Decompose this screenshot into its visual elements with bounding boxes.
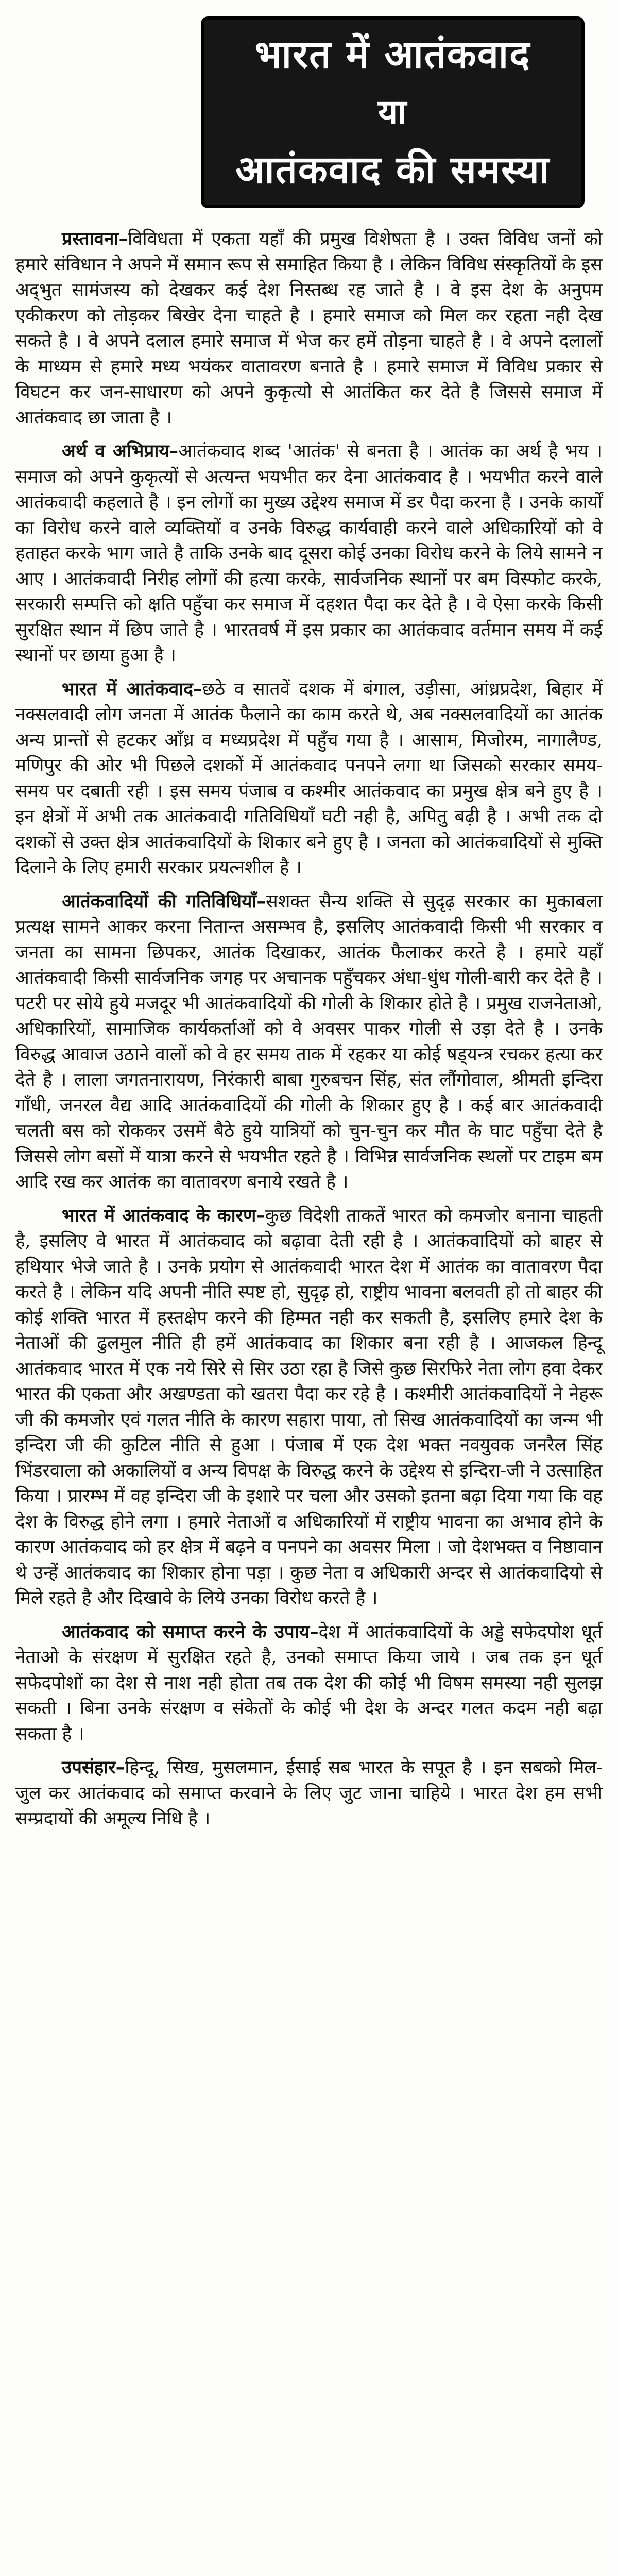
section-heading: प्रस्तावना– bbox=[62, 229, 128, 249]
section-heading: उपसंहार– bbox=[62, 1757, 125, 1778]
section-terrorism-in-india bbox=[15, 677, 603, 881]
title-box bbox=[201, 16, 585, 208]
section-text: विविधता में एकता यहाँ की प्रमुख विशेषता है । उक्त विविध जनों को हमारे संविधान ने अपने में समान रूप से समाहित किया है । लेकिन विविध संस्कृतियों के इस अद्‌भुत सामंजस्य को देखकर कई देश निस्तब्ध रह जाते है । वे इस देश के अनुपम एकीकरण को तोड़कर बिखेर देना चाहते है । हमारे समाज को मिल कर रहता नही देख सकते है । वे अपने दलाल हमारे समाज में भेज कर हमें तोड़ना चाहते है । वे अपने दलालों के माध्यम से हमारे मध्य भयंकर वातावरण बनाते है । हमारे समाज में विविध प्रकार से विघटन कर जन-साधारण को अपने कुकृत्यो से आतंकित कर देते है जिससे समाज में आतंकवाद छा जाता है । bbox=[15, 229, 603, 428]
section-conclusion bbox=[15, 1755, 603, 1832]
section-heading: भारत में आतंकवाद– bbox=[62, 679, 202, 700]
section-text: देश में आतंकवादियों के अड्डे सफेदपोश धूर्त नेताओ के संरक्षण में सुरक्षित रहते है, उनको समाप्त किया जाये । जब तक इन धूर्त सफेदपोशों का देश से नाश नही होता तब तक देश की कोई भी विषम समस्या नही सुलझ सकती । बिना उनके संरक्षण व संकेतों के कोई भी देश के अन्दर गलत कदम नही बढ़ा सकता है । bbox=[15, 1621, 603, 1744]
section-heading: आतंकवादियों की गतिविधियाँ– bbox=[62, 891, 266, 912]
title-line-1: भारत में आतंकवाद bbox=[254, 32, 531, 77]
section-text: हिन्दू, सिख, मुसलमान, ईसाई सब भारत के सपूत है । इन सबको मिल-जुल कर आतंकवाद को समाप्त करवाने के लिए जुट जाना चाहिये । भारत देश हम सभी सम्प्रदायों की अमूल्य निधि है । bbox=[15, 1757, 603, 1829]
section-meaning bbox=[15, 439, 603, 669]
section-text: कुछ विदेशी ताकतें भारत को कमजोर बनाना चाहती है, इसलिए वे भारत में आतंकवाद को बढ़ावा देती रही है । आतंकवादियों को बाहर से हथियार भेजे जाते है । उनके प्रयोग से आतंकवादी भारत देश में आतंक का वातावरण पैदा करते है । लेकिन यदि अपनी नीति स्पष्ट हो, सुदृढ़ हो, राष्ट्रीय भावना बलवती हो तो बाहर की कोई शक्ति भारत में हस्तक्षेप करने की हिम्मत नही कर सकती है, इसलिए हमारे देश के नेताओं की ढुलमुल नीति ही हमें आतंकवाद का शिकार बना रही है । आजकल हिन्दू आतंकवाद भारत में एक नये सिरे से सिर उठा रहा है जिसे कुछ सिरफिरे नेता लोग हवा देकर भारत की एकता और अखण्डता को खतरा पैदा कर रहे है । कश्मीरी आतंकवादियों ने नेहरू जी की कमजोर एवं गलत नीति के कारण सहारा पाया, तो सिख आतंकवादियों का जन्म भी इन्दिरा जी की कुटिल नीति से हुआ । पंजाब में एक देश भक्त नवयुवक जनरैल सिंह भिंडरवाला को अकालियों व अन्य विपक्ष के विरुद्ध करने के उद्देश्य से इन्दिरा-जी ने उत्साहित किया । प्रारम्भ में वह इन्दिरा जी के इशारे पर चला और उसको इतना बढ़ा दिया गया कि वह देश के विरुद्ध होने लगा । हमारे नेताओं व अधिकारियों में राष्ट्रीय भावना का अभाव होने के कारण आतंकवाद को हर क्षेत्र में बढ़ने व पनपने का अवसर मिला । जो देशभक्त व निष्ठावान थे उन्हें आतंकवाद का शिकार होना पड़ा । कुछ नेता व अधिकारी अन्दर से आतंकवादियो से मिले रहते है और दिखावे के लिये उनका विरोध करते है । bbox=[15, 1205, 603, 1608]
title-line-2: या bbox=[377, 92, 408, 132]
section-heading: आतंकवाद को समाप्त करने के उपाय– bbox=[62, 1621, 319, 1642]
essay-body bbox=[0, 227, 618, 1840]
section-heading: अर्थ व अभिप्राय– bbox=[62, 441, 179, 462]
section-activities bbox=[15, 889, 603, 1195]
section-causes bbox=[15, 1204, 603, 1612]
section-text: आतंकवाद शब्द 'आतंक' से बनता है । आतंक का अर्थ है भय । समाज को अपने कुकृत्यों से अत्यन्त भयभीत कर देना आतंकवाद है । भयभीत करने वाले आतंकवादी कहलाते है । इन लोगों का मुख्य उद्देश्य समाज में डर पैदा करना है । उनके कार्यों का विरोध करने वाले व्यक्तियों व उनके विरुद्ध कार्यवाही करने वाले अधिकारियों को वे हताहत करके भाग जाते है ताकि उनके बाद दूसरा कोई उनका विरोध करने के लिये सामने न आए । आतंकवादी निरीह लोगों की हत्या करके, सार्वजनिक स्थानों पर बम विस्फोट करके, सरकारी सम्पत्ति को क्षति पहुँचा कर समाज में दहशत पैदा कर देते है । वे ऐसा करके किसी सुरक्षित स्थान में छिप जाते है । भारतवर्ष में इस प्रकार का आतंकवाद वर्तमान समय में कई स्थानों पर छाया हुआ है । bbox=[15, 441, 603, 666]
section-solutions bbox=[15, 1620, 603, 1748]
section-introduction bbox=[15, 227, 603, 431]
title-line-3: आतंकवाद की समस्या bbox=[235, 148, 550, 192]
section-text: सशक्त सैन्य शक्ति से सुदृढ़ सरकार का मुकाबला प्रत्यक्ष सामने आकर करना नितान्त असम्भव है, इसलिए आतंकवादी किसी भी सरकार व जनता का सामना छिपकर, आतंक दिखाकर, आतंक फैलाकर करते है । हमारे यहाँ आतंकवादी किसी सार्वजनिक जगह पर अचानक पहुँचकर अंधा-धुंध गोली-बारी कर देते है । पटरी पर सोये हुये मजदूर भी आतंकवादियों की गोली के शिकार होते है । प्रमुख राजनेताओ, अधिकारियों, सामाजिक कार्यकर्ताओं को वे अवसर पाकर गोली से उड़ा देते है । उनके विरुद्ध आवाज उठाने वालों को वे हर समय ताक में रहकर या कोई षड्‌यन्त्र रचकर हत्या कर देते है । लाला जगतनारायण, निरंकारी बाबा गुरुबचन सिंह, संत लौंगोवाल, श्रीमती इन्दिरा गाँधी, जनरल वैद्य आदि आतंकवादियों की गोली के शिकार हुए है । कई बार आतंकवादी चलती बस को रोककर उसमें बैठे हुये यात्रियों को चुन-चुन कर मौत के घाट पहुँचा देते है जिससे लोग बसों में यात्रा करने से भयभीत रहते है । विभिन्न सार्वजनिक स्थलों पर टाइम बम आदि रख कर आतंक का वातावरण बनाये रखते है । bbox=[15, 891, 603, 1192]
section-heading: भारत में आतंकवाद के कारण– bbox=[62, 1205, 265, 1226]
section-text: छठे व सातवें दशक में बंगाल, उड़ीसा, आंध्रप्रदेश, बिहार में नक्सलवादी लोग जनता में आतंक फैलाने का काम करते थे, अब नक्सलवादियों का आतंक अन्य प्रान्तों से हटकर आँध्र व मध्यप्रदेश में पहुँच गया है । आसाम, मिजोरम, नागालैण्ड, मणिपुर की ओर भी पिछले दशकों में आतंकवाद पनपने लगा था जिसको सरकार समय-समय पर दबाती रही । इस समय पंजाब व कश्मीर आतंकवाद का प्रमुख क्षेत्र बने हुए है । इन क्षेत्रों में अभी तक आतंकवादी गतिविधियाँ घटी नही है, अपितु बढ़ी है । अभी तक दो दशकों से उक्त क्षेत्र आतंकवादियों के शिकार बने हुए है । जनता को आतंकवादियों से मुक्ति दिलाने के लिए हमारी सरकार प्रयत्नशील है । bbox=[15, 679, 603, 878]
